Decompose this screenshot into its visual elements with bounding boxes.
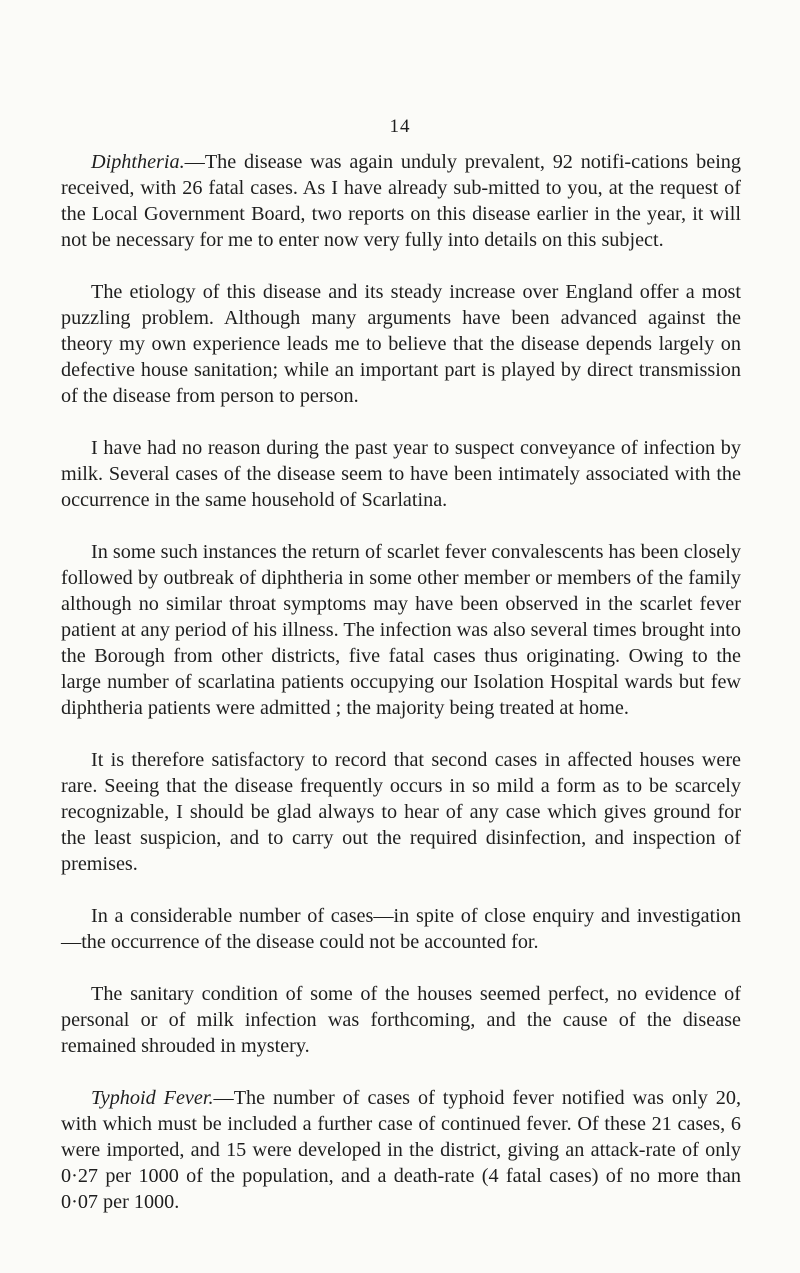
paragraph-unaccounted xyxy=(61,903,741,955)
paragraph-text: It is therefore satisfactory to record that second cases in affected houses were rare. Seeing that the disease frequently occurs in so mild a form as to be scarcely recognizable, I should be glad always to hear of any case which gives ground for the least suspicion, and to carry out the required disinfection, and inspection of premises. xyxy=(61,749,741,875)
paragraph-text: I have had no reason during the past year to suspect conveyance of infection by milk. Several cases of the disease seem to have been intimately associated with the occurrence in the same household of Scarlatina. xyxy=(61,437,741,511)
paragraph-milk-infection xyxy=(61,435,741,513)
paragraph-text: The etiology of this disease and its steady increase over England offer a most puzzling problem. Although many arguments have been advanced against the theory my own experience leads me to believe that the disease depends largely on defective house sanitation; while an important part is played by direct transmission of the disease from person to person. xyxy=(61,281,741,407)
paragraph-diphtheria-intro xyxy=(61,149,741,253)
section-heading-typhoid: Typhoid Fever. xyxy=(91,1087,214,1109)
page-number: 14 xyxy=(389,116,411,137)
section-heading-diphtheria: Diphtheria. xyxy=(91,151,185,173)
paragraph-text: —The disease was again unduly prevalent, 92 notifi-cations being received, with 26 fatal cases. As I have already sub-mitted to you, at the request of the Local Government Board, two reports on this disease earlier in the year, it will not be necessary for me to enter now very fully into details on this subject. xyxy=(61,151,741,251)
paragraph-scarlet-fever xyxy=(61,539,741,721)
paragraph-typhoid-fever xyxy=(61,1085,741,1215)
paragraph-text: —The number of cases of typhoid fever notified was only 20, with which must be included a further case of continued fever. Of these 21 cases, 6 were imported, and 15 were developed in the district, giving an attack-rate of only 0·27 per 1000 of the population, and a death-rate (4 fatal cases) of no more than 0·07 per 1000. xyxy=(61,1087,741,1213)
paragraph-second-cases xyxy=(61,747,741,877)
paragraph-etiology xyxy=(61,279,741,409)
document-body xyxy=(61,149,741,1241)
paragraph-text: The sanitary condition of some of the houses seemed perfect, no evidence of personal or of milk infection was forthcoming, and the cause of the disease remained shrouded in mystery. xyxy=(61,983,741,1057)
paragraph-text: In some such instances the return of scarlet fever convalescents has been closely followed by outbreak of diphtheria in some other member or members of the family although no similar throat symptoms may have been observed in the scarlet fever patient at any period of his illness. The infection was also several times brought into the Borough from other districts, five fatal cases thus originating. Owing to the large number of scarlatina patients occupying our Isolation Hospital wards but few diphtheria patients were admitted ; the majority being treated at home. xyxy=(61,541,741,719)
paragraph-text: In a considerable number of cases—in spite of close enquiry and investigation—the occurrence of the disease could not be accounted for. xyxy=(61,905,741,953)
paragraph-sanitary-condition xyxy=(61,981,741,1059)
